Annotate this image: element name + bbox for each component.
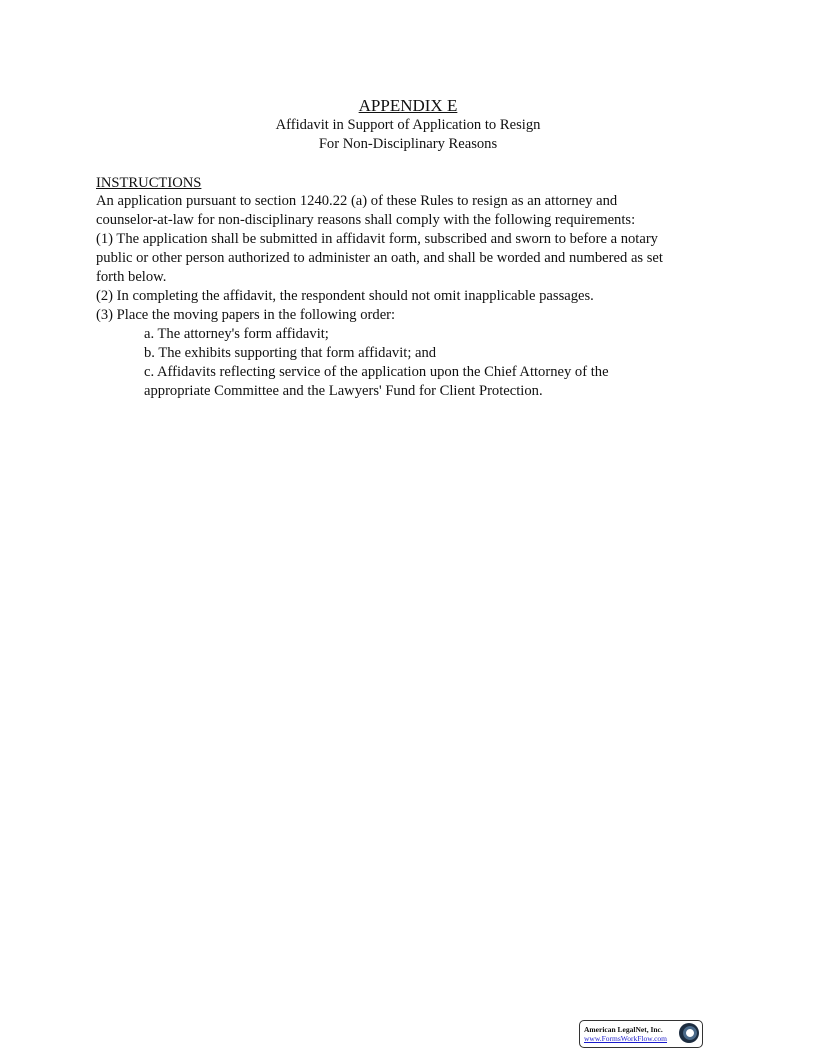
- sub-item: b. The exhibits supporting that form affidavit; and: [144, 345, 437, 361]
- instruction-line: (1) The application shall be submitted in affidavit form, subscribed and sworn to before a notary: [96, 231, 658, 247]
- company-logo-icon: [679, 1023, 699, 1043]
- sub-item: a. The attorney's form affidavit;: [144, 326, 329, 342]
- company-name: American LegalNet, Inc.: [584, 1025, 663, 1034]
- instruction-line: public or other person authorized to administer an oath, and shall be worded and numbered as set: [96, 250, 663, 266]
- instruction-line: (3) Place the moving papers in the following order:: [96, 307, 396, 323]
- instruction-line: counselor-at-law for non-disciplinary reasons shall comply with the following requirements:: [96, 212, 636, 228]
- page-title: [0, 96, 816, 116]
- sub-item: appropriate Committee and the Lawyers' Fund for Client Protection.: [144, 383, 543, 399]
- footer-badge: [579, 1020, 703, 1048]
- subtitle-line-2: For Non-Disciplinary Reasons: [318, 136, 498, 152]
- subtitle-line-1: Affidavit in Support of Application to Resign: [275, 117, 541, 133]
- sub-item: c. Affidavits reflecting service of the application upon the Chief Attorney of the: [144, 364, 609, 380]
- title-text: APPENDIX E: [358, 96, 458, 115]
- instruction-line: (2) In completing the affidavit, the respondent should not omit inapplicable passages.: [96, 288, 594, 304]
- instruction-line: forth below.: [96, 269, 167, 285]
- instructions-heading: INSTRUCTIONS: [96, 175, 202, 191]
- website-link[interactable]: www.FormsWorkFlow.com: [584, 1034, 668, 1043]
- instruction-line: An application pursuant to section 1240.22 (a) of these Rules to resign as an attorney and: [96, 193, 618, 209]
